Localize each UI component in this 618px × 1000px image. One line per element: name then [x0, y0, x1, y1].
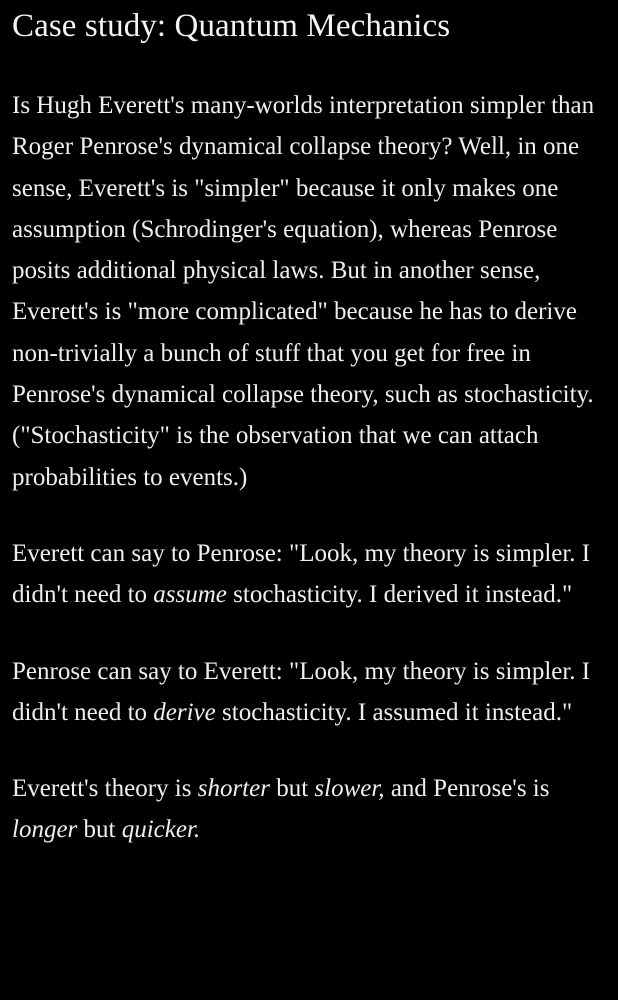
paragraph-intro: Is Hugh Everett's many-worlds interpretation simpler than Roger Penrose's dynamical collapse theory? Well, in one sense, Everett's is "simpler" because it only makes one assumption (Schrodinger's equation), whereas Penrose posits additional physical laws. But in another sense, Everett's is "more complicated" because he has to derive non-trivially a bunch of stuff that you get for free in Penrose's dynamical collapse theory, such as stochasticity. ("Stochasticity" is the observation that we can attach probabilities to events.)	[12, 92, 595, 491]
conclusion-emphasis-shorter: shorter	[197, 775, 270, 803]
paragraph-penrose-text-before: Penrose can say to Everett: "Look, my theory is simpler. I didn't need to	[12, 657, 591, 726]
page-title: Case study: Quantum Mechanics	[12, 8, 451, 44]
conclusion-text-2: but	[269, 775, 315, 803]
conclusion-emphasis-longer: longer	[12, 816, 78, 844]
conclusion-emphasis-slower: slower,	[314, 775, 385, 803]
conclusion-text-3: and Penrose's is	[384, 775, 550, 803]
conclusion-emphasis-quicker: quicker.	[121, 816, 201, 844]
conclusion-text-4: but	[77, 816, 122, 844]
paragraph-penrose-quote	[12, 651, 610, 734]
conclusion-text-1: Everett's theory is	[12, 775, 198, 803]
paragraph-everett-quote	[12, 533, 610, 616]
paragraph-everett-text-after: stochasticity. I derived it instead."	[226, 581, 573, 609]
paragraph-conclusion	[12, 768, 610, 851]
paragraph-everett-emphasis: assume	[153, 581, 227, 609]
paragraph-everett-text-before: Everett can say to Penrose: "Look, my theory is simpler. I didn't need to	[12, 539, 591, 609]
article	[12, 0, 610, 851]
paragraph-penrose-emphasis: derive	[153, 698, 216, 726]
paragraph-penrose-text-after: stochasticity. I assumed it instead."	[215, 698, 573, 726]
